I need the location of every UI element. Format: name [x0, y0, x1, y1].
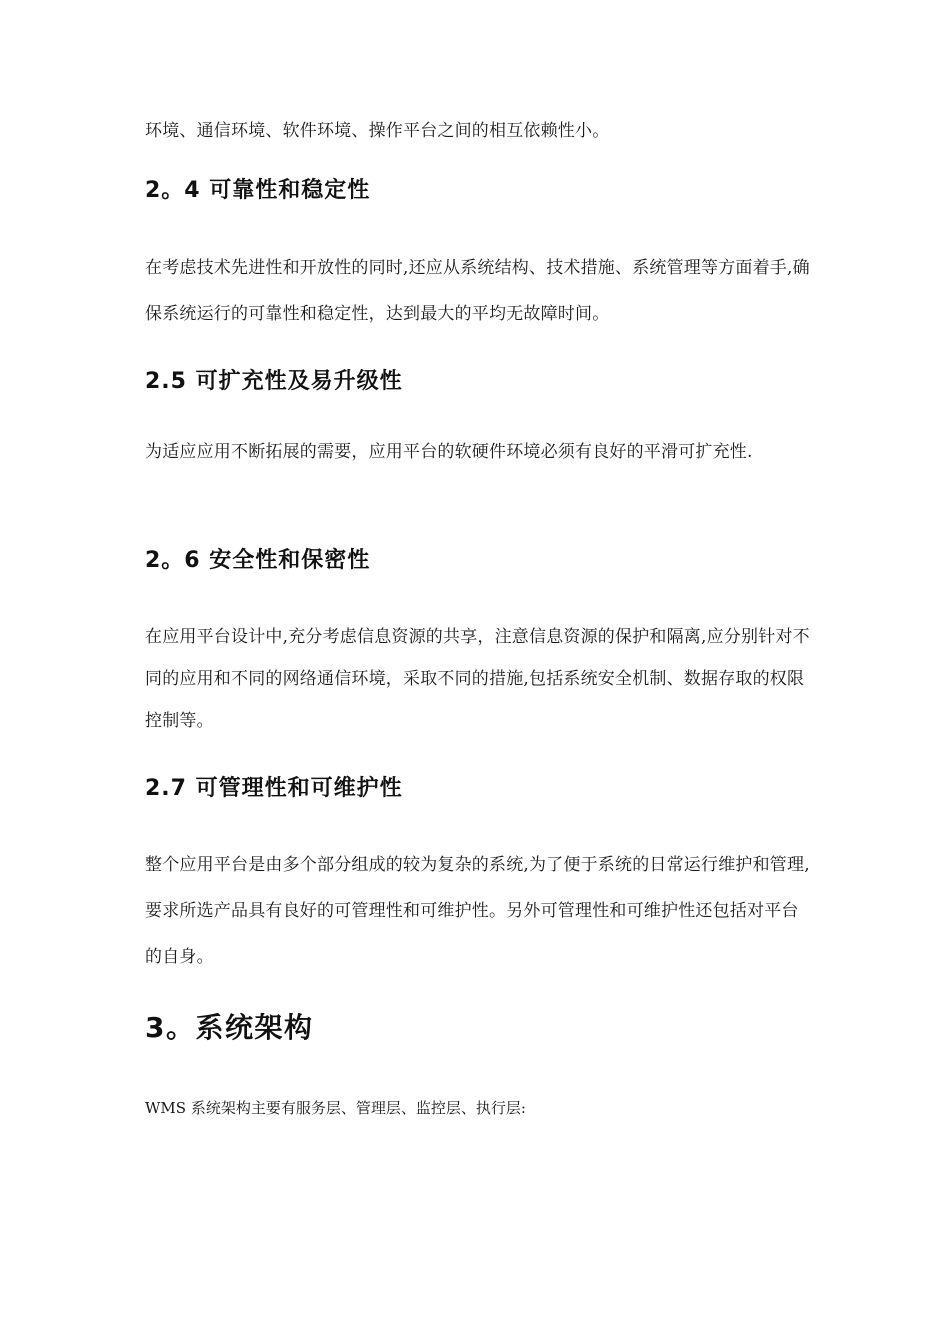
paragraph-2-6: 在应用平台设计中,充分考虑信息资源的共享，注意信息资源的保护和隔离,应分别针对不同的应用和不同的网络通信环境，采取不同的措施,包括系统安全机制、数据存取的权限控制等。: [145, 627, 810, 731]
heading-3: 3。系统架构: [145, 1011, 314, 1044]
paragraph-3: WMS 系统架构主要有服务层、管理层、监控层、执行层:: [145, 1099, 526, 1117]
heading-2-6: 2。6 安全性和保密性: [145, 548, 371, 573]
paragraph-2-7: 整个应用平台是由多个部分组成的较为复杂的系统,为了便于系统的日常运行维护和管理,要求所选产品具有良好的可管理性和可维护性。另外可管理性和可维护性还包括对平台的自身。: [145, 855, 810, 967]
paragraph-2-4: 在考虑技术先进性和开放性的同时,还应从系统结构、技术措施、系统管理等方面着手,确保系统运行的可靠性和稳定性，达到最大的平均无故障时间。: [145, 258, 810, 324]
paragraph-2-5: 为适应应用不断拓展的需要，应用平台的软硬件环境必须有良好的平滑可扩充性.: [145, 442, 753, 462]
heading-2-5: 2.5 可扩充性及易升级性: [145, 369, 403, 394]
heading-2-7: 2.7 可管理性和可维护性: [145, 776, 403, 801]
paragraph-intro: 环境、通信环境、软件环境、操作平台之间的相互依赖性小。: [145, 121, 610, 141]
heading-2-4: 2。4 可靠性和稳定性: [145, 178, 371, 203]
